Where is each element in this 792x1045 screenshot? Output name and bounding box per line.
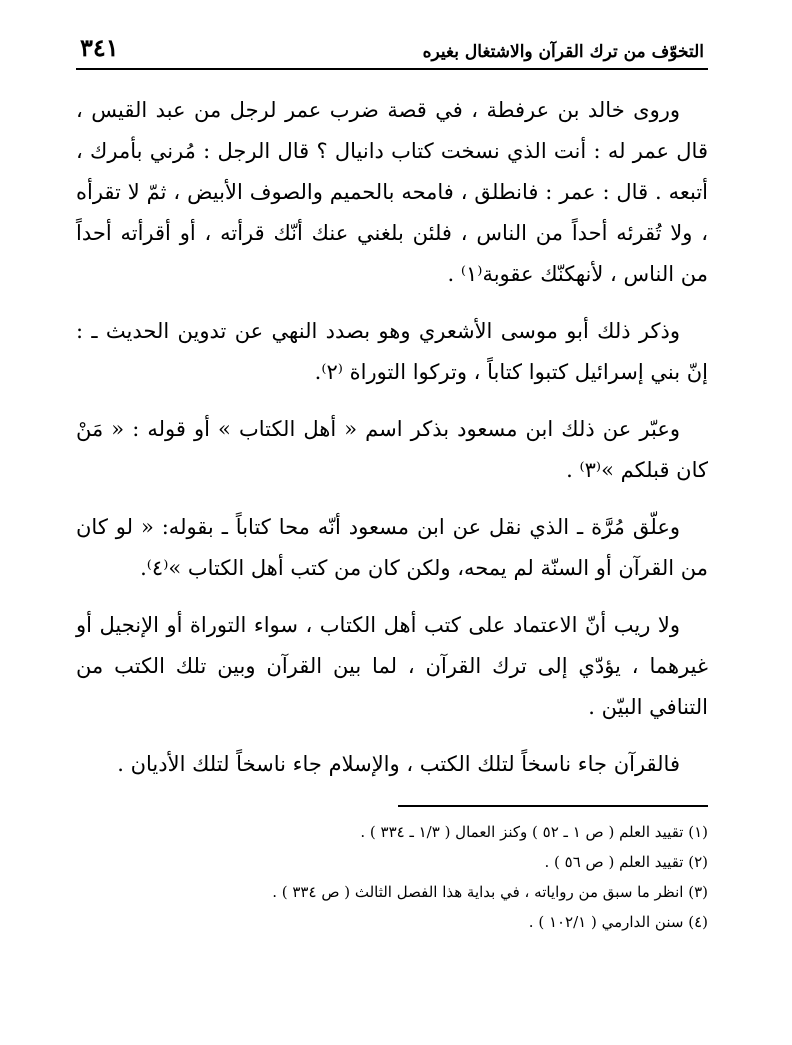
footnote: (٢) تقييد العلم ( ص ٥٦ ) . [544, 853, 708, 871]
footnote: (١) تقييد العلم ( ص ١ ـ ٥٢ ) وكنز العمال ( ١/٣ ـ ٣٣٤ ) . [360, 823, 708, 841]
paragraph [76, 605, 708, 728]
footnote: (٣) انظر ما سبق من رواياته ، في بداية هذا الفصل الثالث ( ص ٣٣٤ ) . [272, 883, 708, 901]
paragraph-text: وعبّر عن ذلك ابن مسعود بذكر اسم « أهل الكتاب » أو قوله : « مَنْ كان قبلكم »⁽٣⁾ . [76, 417, 708, 482]
page-number: ٣٤١ [80, 33, 119, 62]
footnote: (٤) سنن الدارمي ( ١٠٢/١ ) . [528, 913, 708, 931]
paragraph-text: وعلّق مُرَّة ـ الذي نقل عن ابن مسعود أنّه محا كتاباً ـ بقوله: « لو كان من القرآن أو السنّة لم يمحه، ولكن كان من كتب أهل الكتاب »⁽٤⁾. [76, 515, 708, 580]
footnotes [76, 817, 708, 937]
main-text [76, 90, 708, 785]
paragraph-text: وذكر ذلك أبو موسى الأشعري وهو بصدد النهي عن تدوين الحديث ـ : إنّ بني إسرائيل كتبوا كتاباً ، وتركوا التوراة ⁽٢⁾. [76, 319, 708, 384]
footnote-divider [398, 805, 708, 807]
paragraph-text: فالقرآن جاء ناسخاً لتلك الكتب ، والإسلام جاء ناسخاً لتلك الأديان . [117, 752, 680, 776]
paragraph-text: وروى خالد بن عرفطة ، في قصة ضرب عمر لرجل من عبد القيس ، قال عمر له : أنت الذي نسخت كتاب دانيال ؟ قال الرجل : مُرني بأمرك ، أتبعه . قال : عمر : فانطلق ، فامحه بالحميم والصوف الأبيض ، ثمّ لا تقرأه ، ولا تُقرئه أحداً من الناس ، فلئن بلغني عنك أنّك قرأته ، أو أقرأته أحداً من الناس ، لأنهكنّك عقوبة⁽١⁾ . [76, 98, 708, 286]
paragraph [76, 311, 708, 393]
paragraph [76, 507, 708, 589]
paragraph-text: ولا ريب أنّ الاعتماد على كتب أهل الكتاب ، سواء التوراة أو الإنجيل أو غيرهما ، يؤدّي إلى ترك القرآن ، لما بين القرآن وبين تلك الكتب من التنافي البيّن . [76, 613, 708, 719]
running-header [76, 24, 708, 70]
paragraph [76, 90, 708, 295]
header-title: التخوّف من ترك القرآن والاشتغال بغيره [422, 42, 704, 62]
paragraph [76, 409, 708, 491]
paragraph [76, 744, 708, 785]
book-page [76, 24, 708, 937]
